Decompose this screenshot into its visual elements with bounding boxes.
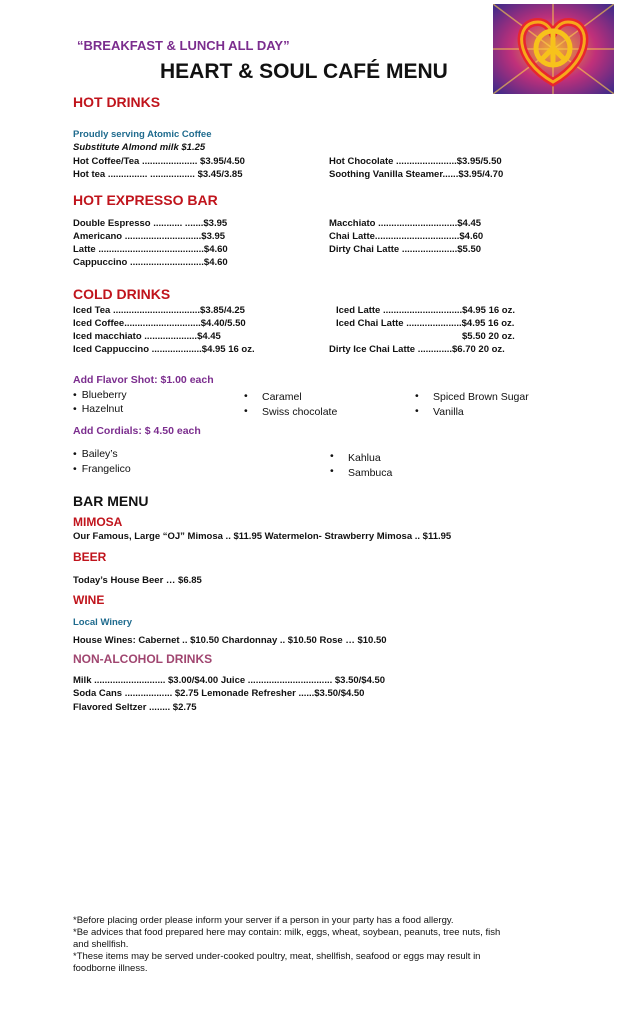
allergy-note: *These items may be served under-cooked poultry, meat, shellfish, seafood or eggs may result in [73, 951, 481, 962]
menu-item: Milk ........................... $3.00/$4.00 Juice ................................ $3.50/$4.50 [73, 675, 386, 686]
almond-milk-note: Substitute Almond milk $1.25 [73, 142, 206, 153]
hot-drinks-note: Proudly serving Atomic Coffee [73, 129, 212, 140]
tagline: “BREAKFAST & LUNCH ALL DAY” [77, 38, 290, 53]
list-item: Kahlua [348, 452, 381, 464]
bullet-icon: • [330, 465, 334, 477]
menu-item: Soda Cans .................. $2.75 Lemonade Refresher ......$3.50/$4.50 [73, 688, 365, 699]
menu-item: Cappuccino ............................$4.60 [73, 257, 228, 268]
wine-text: House Wines: Cabernet .. $10.50 Chardonnay .. $10.50 Rose … $10.50 [73, 635, 387, 646]
list-item: Spiced Brown Sugar [433, 391, 529, 403]
wine-heading: WINE [73, 593, 105, 607]
menu-item: Dirty Chai Latte .....................$5.50 [329, 244, 482, 255]
flavor-heading: Add Flavor Shot: $1.00 each [73, 374, 214, 386]
bullet-icon: • [330, 450, 334, 462]
menu-item: Hot Chocolate .......................$3.95/5.50 [329, 156, 502, 167]
menu-item: Flavored Seltzer ........ $2.75 [73, 702, 197, 713]
list-item: Vanilla [433, 406, 464, 418]
bar-menu-heading: BAR MENU [73, 493, 149, 509]
non-alcohol-heading: NON-ALCOHOL DRINKS [73, 652, 213, 666]
mimosa-heading: MIMOSA [73, 515, 123, 529]
allergy-note: *Be advices that food prepared here may contain: milk, eggs, wheat, soybean, peanuts, tree nuts, fish [73, 927, 501, 938]
expresso-heading: HOT EXPRESSO BAR [73, 192, 218, 208]
hot-drinks-heading: HOT DRINKS [73, 94, 161, 110]
menu-item: Soothing Vanilla Steamer......$3.95/4.70 [329, 169, 504, 180]
menu-item: Americano .............................$3.95 [73, 231, 226, 242]
mimosa-text: Our Famous, Large “OJ” Mimosa .. $11.95 Watermelon- Strawberry Mimosa .. $11.95 [73, 531, 452, 542]
allergy-note: and shellfish. [73, 939, 129, 950]
menu-item: Macchiato ..............................$4.45 [329, 218, 482, 229]
menu-item: Hot tea ............... ................. $3.45/3.85 [73, 169, 243, 180]
cold-drinks-heading: COLD DRINKS [73, 286, 171, 302]
menu-item: Chai Latte................................$4.60 [329, 231, 484, 242]
wine-subheading: Local Winery [73, 617, 133, 628]
list-item: Sambuca [348, 467, 393, 479]
list-item: • Frangelico [73, 463, 131, 475]
cordials-heading: Add Cordials: $ 4.50 each [73, 425, 201, 437]
menu-item: Iced Coffee.............................$4.40/5.50 [73, 318, 246, 329]
list-item: • Blueberry [73, 389, 127, 401]
menu-item: Iced Cappuccino ...................$4.95 16 oz. [73, 344, 255, 355]
allergy-note: foodborne illness. [73, 963, 148, 974]
bullet-icon: • [244, 390, 248, 402]
menu-item: Iced Tea .................................$3.85/4.25 [73, 305, 245, 316]
list-item: Caramel [262, 391, 302, 403]
menu-item: Iced Chai Latte .....................$4.95 16 oz. [336, 318, 515, 329]
menu-item: $5.50 20 oz. [462, 331, 515, 342]
menu-item: Double Espresso ........... .......$3.95 [73, 218, 228, 229]
list-item: Swiss chocolate [262, 406, 338, 418]
page-title: HEART & SOUL CAFÉ MENU [160, 60, 448, 83]
bullet-icon: • [415, 390, 419, 402]
menu-item: Hot Coffee/Tea ..................... $3.95/4.50 [73, 156, 245, 167]
beer-heading: BEER [73, 550, 107, 564]
beer-text: Today’s House Beer … $6.85 [73, 575, 202, 586]
bullet-icon: • [415, 405, 419, 417]
menu-item: Iced macchiato ....................$4.45 [73, 331, 221, 342]
menu-item: Iced Latte ..............................$4.95 16 oz. [336, 305, 515, 316]
allergy-note: *Before placing order please inform your server if a person in your party has a food allergy. [73, 915, 454, 926]
bullet-icon: • [244, 405, 248, 417]
list-item: • Hazelnut [73, 403, 123, 415]
menu-item: Latte ........................................$4.60 [73, 244, 228, 255]
menu-item: Dirty Ice Chai Latte .............$6.70 20 oz. [329, 344, 505, 355]
heart-peace-icon [493, 4, 614, 94]
list-item: • Bailey’s [73, 448, 118, 460]
